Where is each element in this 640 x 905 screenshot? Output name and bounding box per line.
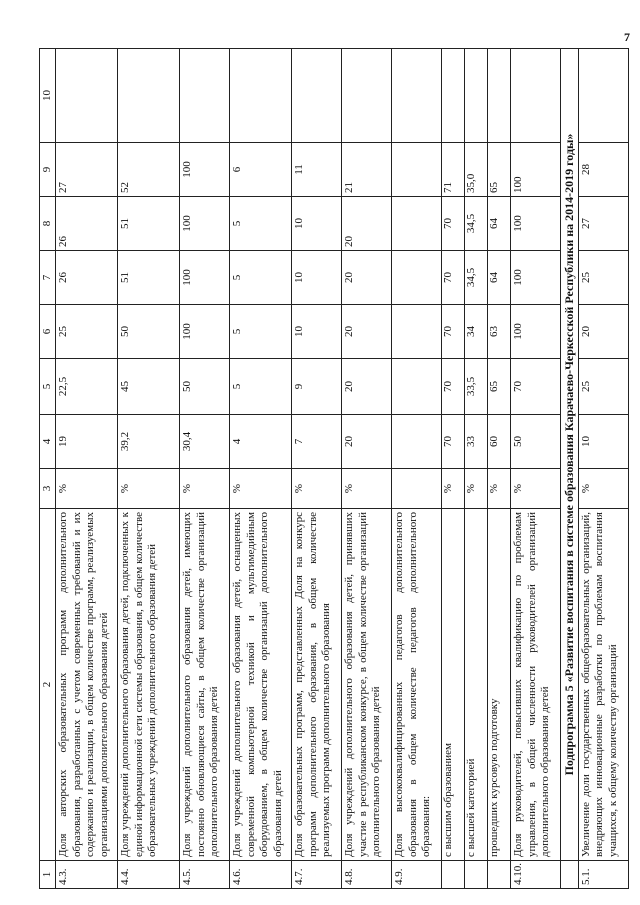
value-cell: 70 <box>442 359 465 415</box>
value-cell <box>392 197 442 251</box>
table-subrow <box>488 49 511 889</box>
row-unit: % <box>488 469 511 509</box>
row-number: 5.1. <box>579 861 629 889</box>
value-cell: 50 <box>180 359 230 415</box>
row-number <box>561 861 579 889</box>
value-cell: 100 <box>180 305 230 359</box>
value-cell: 5 <box>230 359 292 415</box>
row-unit: % <box>579 469 629 509</box>
page-number: 7 <box>624 30 630 44</box>
value-cell: 28 <box>579 143 629 197</box>
row-unit: % <box>465 469 488 509</box>
row-description: Доля учреждений дополнительного образования детей, подключенных к единой информационной сети системы образования, в общем количестве образовательных учреждений дополнительного образования детей <box>118 509 180 861</box>
value-cell: 51 <box>118 251 180 305</box>
value-cell <box>511 49 561 143</box>
value-cell: 45 <box>118 359 180 415</box>
table-row <box>56 49 118 889</box>
value-cell: 25 <box>579 359 629 415</box>
row-description-prefix: Доля образовательных программ, представленных <box>293 606 306 857</box>
row-unit: % <box>118 469 180 509</box>
value-cell: 5 <box>230 197 292 251</box>
value-cell: 33,5 <box>465 359 488 415</box>
table-subrow <box>465 49 488 889</box>
value-cell <box>465 49 488 143</box>
row-unit: % <box>292 469 342 509</box>
row-description: Доля руководителей, повысивших квалификацию по проблемам управления, в общей численности руководителей организаций дополнительного образования детей <box>511 509 561 861</box>
value-cell <box>579 49 629 143</box>
row-number <box>442 861 465 889</box>
value-cell <box>392 305 442 359</box>
programme-title-row <box>561 49 579 889</box>
row-number: 4.8. <box>342 861 392 889</box>
value-cell: 20 <box>342 251 392 305</box>
value-cell: 39,2 <box>118 415 180 469</box>
row-number: 4.7. <box>292 861 342 889</box>
table-row <box>118 49 180 889</box>
row-number <box>465 861 488 889</box>
row-description: с высшей категорией <box>465 509 488 861</box>
table-row <box>392 49 442 889</box>
header-cell: 9 <box>40 143 56 197</box>
table-row <box>180 49 230 889</box>
value-cell: 70 <box>442 197 465 251</box>
value-cell: 19 <box>56 415 118 469</box>
header-cell: 1 <box>40 861 56 889</box>
value-cell: 34,5 <box>465 251 488 305</box>
value-cell: 30,4 <box>180 415 230 469</box>
value-cell: 27 <box>579 197 629 251</box>
header-cell: 3 <box>40 469 56 509</box>
value-cell: 10 <box>579 415 629 469</box>
table-row <box>511 49 561 889</box>
row-number: 4.5. <box>180 861 230 889</box>
value-cell <box>392 415 442 469</box>
value-cell: 70 <box>511 359 561 415</box>
value-cell: 22,5 <box>56 359 118 415</box>
row-unit: % <box>56 469 118 509</box>
value-cell: 71 <box>442 143 465 197</box>
row-number: 4.9. <box>392 861 442 889</box>
value-cell: 7 <box>292 415 342 469</box>
value-cell: 10 <box>292 305 342 359</box>
value-cell: 11 <box>292 143 342 197</box>
value-cell: 20 <box>342 359 392 415</box>
value-cell: 70 <box>442 251 465 305</box>
row-description: Доля авторских образовательных программ дополнительного образования, разработанных с учетом современных требований и их содержанию и реализации, в общем количестве программ, реализуемых организациями дополнительного образования детей <box>56 509 118 861</box>
row-unit: % <box>230 469 292 509</box>
row-number: 4.4. <box>118 861 180 889</box>
value-cell: 5 <box>230 251 292 305</box>
value-cell <box>118 49 180 143</box>
row-description: Доля высококвалифицированных педагогов дополнительного образования в общем количестве педагогов дополнительного образования: <box>392 509 442 861</box>
value-cell: 9 <box>292 359 342 415</box>
value-cell <box>392 251 442 305</box>
value-cell: 20 <box>579 305 629 359</box>
value-cell <box>342 49 392 143</box>
value-cell: 35,0 <box>465 143 488 197</box>
value-cell: 27 <box>56 143 118 197</box>
value-cell: 50 <box>511 415 561 469</box>
row-description: Доля учреждений дополнительного образования детей, принявших участие в республиканском конкурсе, в общем количестве организаций дополнительного образования детей <box>342 509 392 861</box>
value-cell <box>230 49 292 143</box>
value-cell <box>488 49 511 143</box>
indicators-table <box>39 48 629 889</box>
value-cell: 20 <box>342 197 392 251</box>
value-cell <box>442 49 465 143</box>
value-cell <box>392 49 442 143</box>
row-number: 4.10. <box>511 861 561 889</box>
header-cell: 4 <box>40 415 56 469</box>
row-number: 4.6. <box>230 861 292 889</box>
header-cell: 8 <box>40 197 56 251</box>
value-cell: 100 <box>511 251 561 305</box>
rotated-table-page <box>39 49 629 889</box>
value-cell: 20 <box>342 305 392 359</box>
value-cell: 21 <box>342 143 392 197</box>
value-cell: 10 <box>292 197 342 251</box>
header-cell: 10 <box>40 49 56 143</box>
row-unit: % <box>180 469 230 509</box>
value-cell: 64 <box>488 197 511 251</box>
table-row <box>292 49 342 889</box>
row-unit: % <box>342 469 392 509</box>
programme-title: Подпрограмма 5 «Развитие воспитания в системе образования Карачаево-Черкесской Республики на 2014-2019 годы» <box>561 49 579 861</box>
value-cell: 100 <box>180 197 230 251</box>
table-row <box>579 49 629 889</box>
value-cell: 25 <box>579 251 629 305</box>
header-cell: 7 <box>40 251 56 305</box>
value-cell <box>56 49 118 143</box>
value-cell: 10 <box>292 251 342 305</box>
row-description: Доля учреждений дополнительного образования детей, имеющих постоянно обновляющиеся сайты, в общем количестве организаций дополнительного образования детей <box>180 509 230 861</box>
value-cell: 60 <box>488 415 511 469</box>
value-cell: 70 <box>442 305 465 359</box>
header-cell: 6 <box>40 305 56 359</box>
value-cell: 100 <box>180 143 230 197</box>
row-number <box>488 861 511 889</box>
row-unit <box>392 469 442 509</box>
value-cell <box>392 359 442 415</box>
row-unit: % <box>511 469 561 509</box>
row-description: Увеличение доли государственных общеобразовательных организаций, внедряющих инновационные разработки по проблемам воспитания учащихся, к общему количеству организаций <box>579 509 629 861</box>
value-cell: 64 <box>488 251 511 305</box>
value-cell: 100 <box>180 251 230 305</box>
value-cell: 70 <box>442 415 465 469</box>
header-row <box>40 49 56 889</box>
value-cell: 100 <box>511 143 561 197</box>
table-row <box>342 49 392 889</box>
value-cell: 65 <box>488 143 511 197</box>
row-description: Доля учреждений дополнительного образования детей, оснащенных современной компьютерной техникой и мультимедийным оборудованием, в общем количестве организаций дополнительного образования детей <box>230 509 292 861</box>
value-cell: 33 <box>465 415 488 469</box>
row-unit: % <box>442 469 465 509</box>
value-cell: 52 <box>118 143 180 197</box>
value-cell: 25 <box>56 305 118 359</box>
value-cell: 26 <box>56 197 118 251</box>
table-subrow <box>442 49 465 889</box>
table-row <box>230 49 292 889</box>
value-cell: 34,5 <box>465 197 488 251</box>
header-cell: 2 <box>40 509 56 861</box>
value-cell: 5 <box>230 305 292 359</box>
value-cell: 26 <box>56 251 118 305</box>
value-cell: 100 <box>511 305 561 359</box>
value-cell: 63 <box>488 305 511 359</box>
row-description-rest: Доля на конкурс программ дополнительного образования, в общем количестве реализуемых программ дополнительного образования <box>293 511 333 857</box>
value-cell: 20 <box>342 415 392 469</box>
row-number: 4.3. <box>56 861 118 889</box>
value-cell <box>180 49 230 143</box>
value-cell: 34 <box>465 305 488 359</box>
value-cell: 65 <box>488 359 511 415</box>
value-cell: 51 <box>118 197 180 251</box>
value-cell: 6 <box>230 143 292 197</box>
row-description: прошедших курсовую подготовку <box>488 509 511 861</box>
value-cell <box>292 49 342 143</box>
value-cell: 100 <box>511 197 561 251</box>
row-description: с высшим образованием <box>442 509 465 861</box>
value-cell: 50 <box>118 305 180 359</box>
row-description <box>292 509 342 861</box>
header-cell: 5 <box>40 359 56 415</box>
value-cell <box>392 143 442 197</box>
value-cell: 4 <box>230 415 292 469</box>
